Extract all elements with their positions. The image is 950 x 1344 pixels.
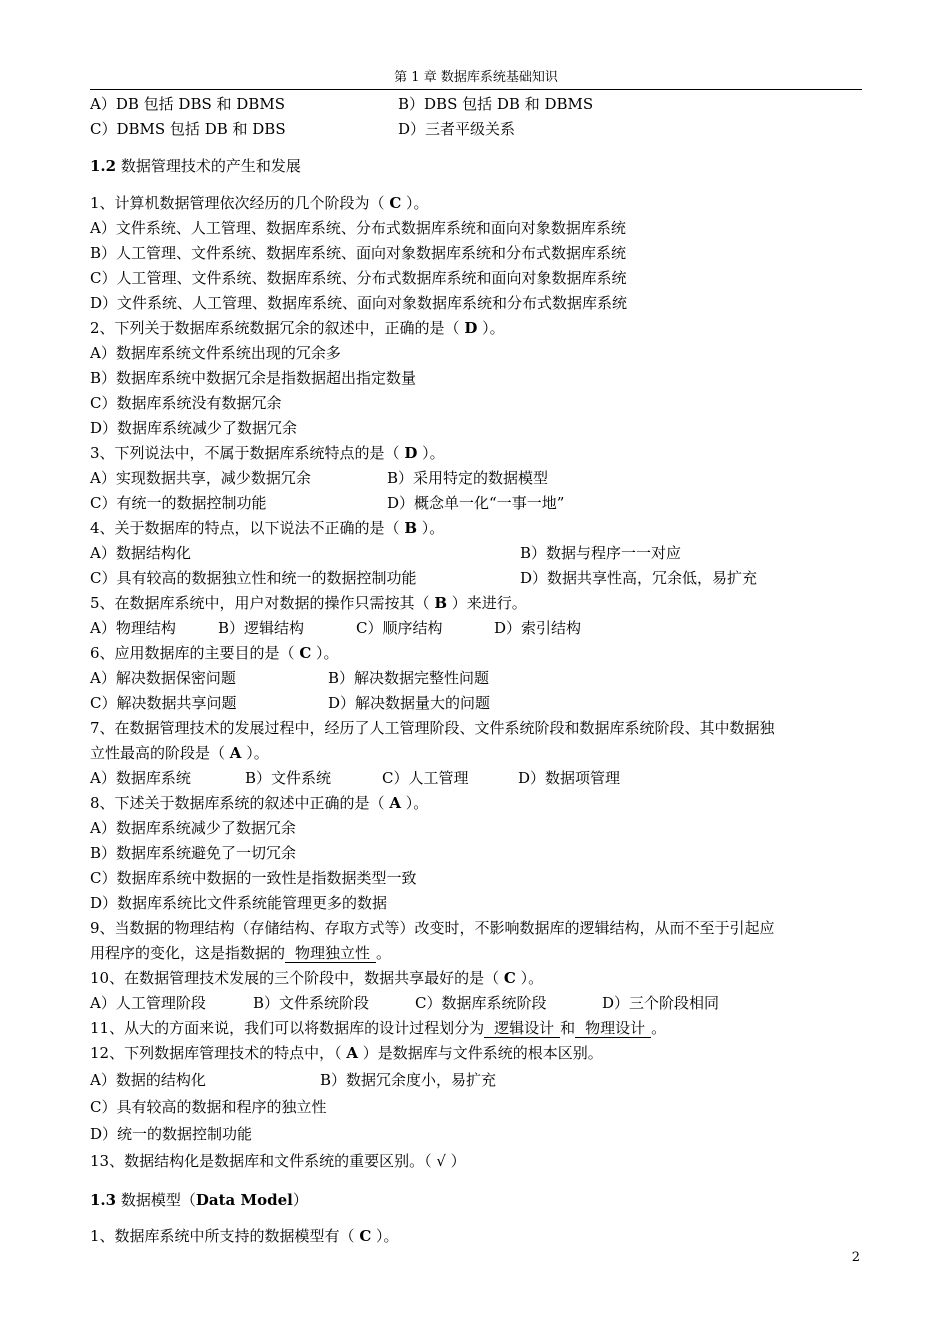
option-b: B）数据与程序一一对应 bbox=[520, 544, 682, 562]
option-d: D）概念单一化“一事一地” bbox=[387, 494, 565, 512]
stem-text: 4、关于数据库的特点，以下说法不正确的是（ bbox=[90, 519, 405, 537]
answer: A bbox=[346, 1044, 358, 1062]
question-stem bbox=[90, 1226, 862, 1246]
option-d: D）数据项管理 bbox=[518, 769, 621, 787]
question-stem bbox=[90, 518, 862, 538]
option-d: D）统一的数据控制功能 bbox=[90, 1125, 253, 1143]
option-c: C）数据库系统没有数据冗余 bbox=[90, 394, 282, 412]
option-b: B）数据冗余度小，易扩充 bbox=[320, 1071, 497, 1089]
option-a: A）数据库系统 bbox=[90, 769, 191, 787]
question-stem bbox=[90, 793, 862, 813]
option-d: D）三者平级关系 bbox=[398, 120, 516, 138]
stem-text: ）。 bbox=[477, 319, 505, 337]
section-title: 数据模型（ bbox=[120, 1191, 196, 1209]
option-a: A）DB 包括 DBS 和 DBMS bbox=[90, 95, 285, 113]
option-c: C）有统一的数据控制功能 bbox=[90, 494, 267, 512]
stem-text: ）。 bbox=[241, 744, 269, 762]
option-c: C）人工管理、文件系统、数据库系统、分布式数据库系统和面向对象数据库系统 bbox=[90, 269, 627, 287]
section-title-close: ） bbox=[292, 1191, 308, 1209]
section-heading bbox=[90, 156, 862, 176]
option-d: D）文件系统、人工管理、数据库系统、面向对象数据库系统和分布式数据库系统 bbox=[90, 294, 628, 312]
page-number: 2 bbox=[851, 1250, 860, 1265]
stem-text: ）。 bbox=[311, 644, 339, 662]
option-b: B）采用特定的数据模型 bbox=[387, 469, 549, 487]
option-a: A）人工管理阶段 bbox=[90, 994, 206, 1012]
section-number: 1.2 bbox=[90, 157, 117, 175]
option-b: B）逻辑结构 bbox=[218, 619, 305, 637]
stem-text: 立性最高的阶段是（ bbox=[90, 744, 230, 762]
stem-text: ）。 bbox=[400, 794, 429, 812]
answer: C bbox=[503, 969, 516, 987]
page-header: 第 1 章 数据库系统基础知识 bbox=[394, 70, 558, 85]
stem-text: 和 bbox=[560, 1019, 576, 1037]
question-stem bbox=[90, 968, 862, 988]
question-stem bbox=[90, 593, 862, 613]
option-b: B）文件系统 bbox=[245, 769, 332, 787]
option-b: B）人工管理、文件系统、数据库系统、面向对象数据库系统和分布式数据库系统 bbox=[90, 244, 627, 262]
option-a: A）数据库系统文件系统出现的冗余多 bbox=[90, 344, 341, 362]
stem-text: 3、下列说法中，不属于数据库系统特点的是（ bbox=[90, 444, 405, 462]
stem-text: ）。 bbox=[417, 444, 445, 462]
option-d: D）三个阶段相同 bbox=[602, 994, 720, 1012]
section-title: 数据管理技术的产生和发展 bbox=[120, 157, 301, 175]
option-b: B）数据库系统避免了一切冗余 bbox=[90, 844, 297, 862]
answer: D bbox=[464, 319, 478, 337]
option-b: B）文件系统阶段 bbox=[253, 994, 370, 1012]
option-a: A）物理结构 bbox=[90, 619, 176, 637]
stem-text: 5、在数据库系统中，用户对数据的操作只需按其（ bbox=[90, 594, 435, 612]
header-rule bbox=[90, 89, 862, 90]
question-stem bbox=[90, 643, 862, 663]
stem-text: 10、在数据管理技术发展的三个阶段中，数据共享最好的是（ bbox=[90, 969, 504, 987]
option-a: A）数据的结构化 bbox=[90, 1071, 206, 1089]
section-title-en: Data Model bbox=[195, 1191, 293, 1209]
question-stem bbox=[90, 1043, 862, 1063]
stem-text: 6、应用数据库的主要目的是（ bbox=[90, 644, 300, 662]
fill-blank-answer: 物理独立性 bbox=[285, 944, 376, 963]
section-number: 1.3 bbox=[90, 1191, 117, 1209]
stem-text: 1、计算机数据管理依次经历的几个阶段为（ bbox=[90, 194, 390, 212]
stem-text: 12、下列数据库管理技术的特点中，（ bbox=[90, 1044, 347, 1062]
stem-text: ）。 bbox=[515, 969, 544, 987]
question-stem-cont bbox=[90, 743, 862, 763]
option-a: A）实现数据共享，减少数据冗余 bbox=[90, 469, 311, 487]
stem-text: 。 bbox=[651, 1019, 667, 1037]
stem-text: 用程序的变化，这是指数据的 bbox=[90, 944, 286, 962]
option-a: A）文件系统、人工管理、数据库系统、分布式数据库系统和面向对象数据库系统 bbox=[90, 219, 626, 237]
question-stem: 9、当数据的物理结构（存储结构、存取方式等）改变时，不影响数据库的逻辑结构，从而不至于引起应 bbox=[90, 919, 775, 937]
option-a: A）数据结构化 bbox=[90, 544, 191, 562]
stem-text: 8、下述关于数据库系统的叙述中正确的是（ bbox=[90, 794, 390, 812]
answer: B bbox=[404, 519, 418, 537]
option-c: C）人工管理 bbox=[382, 769, 469, 787]
question-stem-cont bbox=[90, 943, 862, 963]
question-stem: 13、数据结构化是数据库和文件系统的重要区别。（ √ ） bbox=[90, 1152, 466, 1170]
answer: C bbox=[389, 194, 402, 212]
option-c: C）顺序结构 bbox=[356, 619, 443, 637]
answer: A bbox=[229, 744, 242, 762]
stem-text: ）。 bbox=[401, 194, 429, 212]
option-d: D）数据共享性高，冗余低，易扩充 bbox=[520, 569, 758, 587]
stem-text: 。 bbox=[376, 944, 392, 962]
option-b: B）解决数据完整性问题 bbox=[328, 669, 490, 687]
stem-text: 1、数据库系统中所支持的数据模型有（ bbox=[90, 1227, 360, 1245]
answer: C bbox=[359, 1227, 372, 1245]
answer: A bbox=[389, 794, 401, 812]
question-stem bbox=[90, 443, 862, 463]
option-c: C）具有较高的数据独立性和统一的数据控制功能 bbox=[90, 569, 417, 587]
question-stem bbox=[90, 193, 862, 213]
option-d: D）数据库系统减少了数据冗余 bbox=[90, 419, 298, 437]
fill-blank-answer: 物理设计 bbox=[575, 1019, 651, 1038]
section-heading bbox=[90, 1190, 862, 1210]
option-a: A）数据库系统减少了数据冗余 bbox=[90, 819, 296, 837]
option-c: C）数据库系统中数据的一致性是指数据类型一致 bbox=[90, 869, 417, 887]
option-b: B）数据库系统中数据冗余是指数据超出指定数量 bbox=[90, 369, 417, 387]
answer: D bbox=[404, 444, 418, 462]
stem-text: ）。 bbox=[371, 1227, 399, 1245]
answer: B bbox=[434, 594, 448, 612]
option-c: C）数据库系统阶段 bbox=[415, 994, 547, 1012]
option-d: D）索引结构 bbox=[494, 619, 582, 637]
question-stem: 7、在数据管理技术的发展过程中，经历了人工管理阶段、文件系统阶段和数据库系统阶段、其中数据独 bbox=[90, 719, 775, 737]
option-d: D）数据库系统比文件系统能管理更多的数据 bbox=[90, 894, 388, 912]
option-c: C）解决数据共享问题 bbox=[90, 694, 237, 712]
stem-text: ）来进行。 bbox=[447, 594, 527, 612]
stem-text: 11、从大的方面来说，我们可以将数据库的设计过程划分为 bbox=[90, 1019, 485, 1037]
question-stem bbox=[90, 1018, 862, 1038]
option-c: C）DBMS 包括 DB 和 DBS bbox=[90, 120, 286, 138]
fill-blank-answer: 逻辑设计 bbox=[484, 1019, 560, 1038]
stem-text: 2、下列关于数据库系统数据冗余的叙述中，正确的是（ bbox=[90, 319, 465, 337]
option-d: D）解决数据量大的问题 bbox=[328, 694, 491, 712]
option-c: C）具有较高的数据和程序的独立性 bbox=[90, 1098, 327, 1116]
option-b: B）DBS 包括 DB 和 DBMS bbox=[398, 95, 594, 113]
question-stem bbox=[90, 318, 862, 338]
stem-text: ）。 bbox=[417, 519, 445, 537]
stem-text: ）是数据库与文件系统的根本区别。 bbox=[358, 1044, 603, 1062]
option-a: A）解决数据保密问题 bbox=[90, 669, 236, 687]
answer: C bbox=[299, 644, 312, 662]
